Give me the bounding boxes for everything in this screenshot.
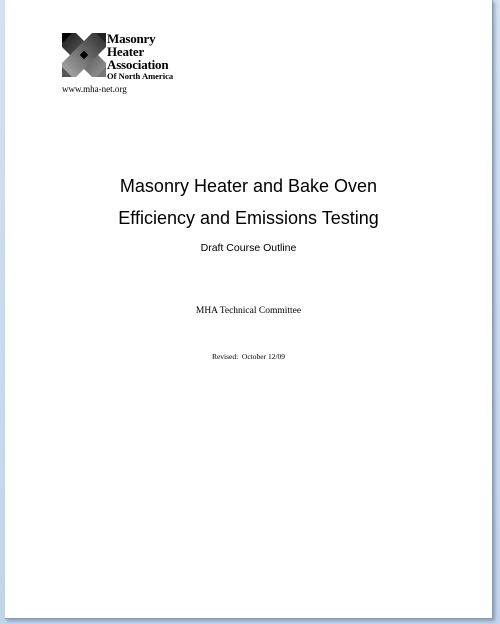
logo-line-1: Masonry	[107, 31, 156, 46]
mha-logo-mark-icon	[60, 31, 108, 79]
document-title-line-2: Efficiency and Emissions Testing	[118, 208, 379, 228]
revision-date: Revised: October 12/09	[211, 352, 286, 361]
document-author: MHA Technical Committee	[195, 306, 302, 316]
document-subtitle: Draft Course Outline	[200, 242, 297, 254]
document-page	[5, 0, 493, 619]
logo-tagline: Of North America	[107, 71, 174, 81]
website-url: www.mha-net.org	[62, 84, 127, 94]
mha-logo	[60, 31, 180, 81]
logo-line-3: Association	[107, 57, 169, 72]
document-title-line-1: Masonry Heater and Bake Oven	[119, 176, 378, 196]
logo-line-2: Heater	[107, 44, 145, 59]
mha-logo-wordmark	[107, 32, 173, 81]
